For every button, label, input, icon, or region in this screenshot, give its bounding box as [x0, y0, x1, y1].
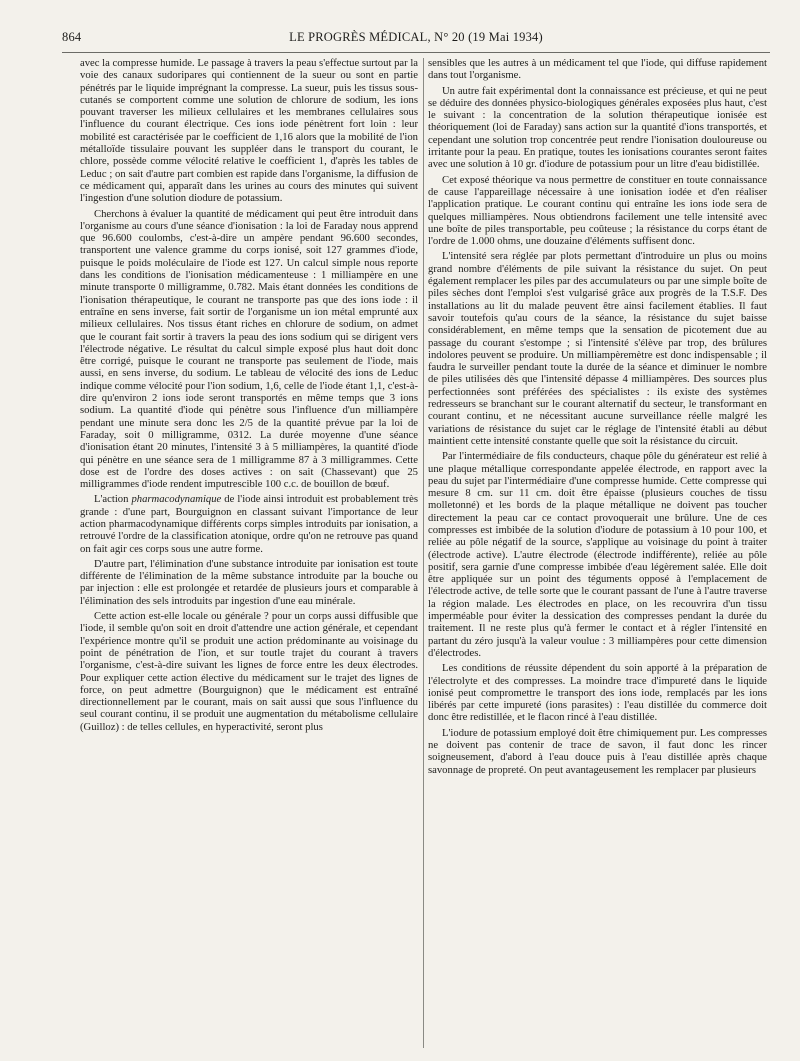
paragraph — [80, 494, 418, 555]
running-title: LE PROGRÈS MÉDICAL, N° 20 (19 Mai 1934) — [289, 30, 543, 44]
paragraph: Cette action est-elle locale ou générale ? pour un corps aussi diffusible que l'iode, il semble qu'on soit en droit d'attendre une action générale, et cependant l'expérience montre qu'il se produit une action prédominante au voisinage du point de pénétration de l'ion, et sur toutle trajet du courant à travers l'organisme, c'est-à-dire suivant les lignes de force entre les deux électrodes. Pour expliquer cette action élective du médicament sur le trajet des lignes de force, on peut admettre (Bourguignon) que le médicament est entraîné directionnellement par le courant, mais on sait aussi que sous l'influence du seul courant continu, il se produit une augmentation du métabolisme cellulaire (Guilloz) : de telles cellules, en hyperactivité, seront plus — [80, 611, 418, 733]
paragraph: Cet exposé théorique va nous permettre de constituer en toute connaissance de cause l'appareillage nécessaire à une ionisation iodée et d'en réaliser l'application pratique. Le courant continu qui entraîne les ions iode sera de quelques milliampères. Nous obtiendrons facilement une telle intensité avec une boîte de piles transportable, peu coûteuse ; la résistance du corps étant de l'ordre de 1.000 ohms, une douzaine d'éléments suffisent donc. — [428, 174, 767, 248]
left-column — [80, 58, 418, 1056]
right-column — [428, 58, 767, 1056]
paragraph: L'intensité sera réglée par plots permettant d'introduire un plus ou moins grand nombre d'éléments de pile suivant la résistance du sujet. On peut également remplacer les piles par des accumulateurs ou par une simple boîte de piles sèches dont l'emploi s'est vulgarisé grâce aux progrès de la T.S.F. Des installations au lit du malade peuvent être ainsi facilement établies. Il faut savoir toutefois qu'au cours de la séance, la résistance du sujet baisse considérablement, en même temps que la sensation de picotement due au passage du courant s'estompe ; si l'intensité s'élève par trop, des brûlures indolores peuvent se produire. Un milliampèremètre est donc indispensable ; il faudra le surveiller pendant toute la durée de la séance et diminuer le nombre de piles utilisées dès que l'intensité dépasse 4 milliampères. Des sources plus perfectionnées sont préférées des spécialistes : ils existe des systèmes redresseurs se branchant sur le courant alternatif du secteur, le transformant en courant continu, et ne nécessitant aucune surveillance réelle malgré les variations de résistance du sujet car le réglage de l'intensité établi au début maintient cette intensité constante quelle que soit la résistance du circuit. — [428, 251, 767, 447]
italic-term: pharmacodynamique — [131, 494, 222, 506]
paragraph: Les conditions de réussite dépendent du soin apporté à la préparation de l'électrolyte et des compresses. La moindre trace d'impureté dans le liquide ionisé peut compromettre le transport des ions iode, remplacés par les ions libérés par cette impureté (ions parasites) : l'eau distillée du commerce doit donc être redistillée, et le flacon rincé à l'eau distillée. — [428, 663, 767, 724]
page-number: 864 — [62, 30, 82, 44]
page-header — [62, 30, 770, 53]
paragraph: Par l'intermédiaire de fils conducteurs, chaque pôle du générateur est relié à une plaque métallique correspondante appelée électrode, en rapport avec la peau du sujet par l'intermédiaire d'une compresse humide. Cette compresse qui mesure 8 cm. sur 11 cm. doit être épaisse (plusieurs couches de tissu molletonné) et les bords de la plaque métallique ne doivent pas toucher directement la peau car ce contact provoquerait une brûlure. Une de ces compresses est imbibée de la solution d'iodure de potassium à 10 pour 100, et reliée au pôle négatif de la source, s'applique au voisinage du point à traiter (électrode active). L'autre électrode (électrode indifférente), reliée au pôle positif, sera garnie d'une compresse imbibée d'eau légèrement salée. Elle doit être appliquée sur un point des téguments opposé à l'emplacement de l'électrode active, de telle sorte que le courant passant de l'une à l'autre traverse la région malade. Les électrodes en place, on les recouvrira d'un tissu imperméable pour éviter la dessication des compresses pendant la durée du traitement. Il ne reste plus qu'à fermer le contact et à régler l'intensité en partant du zéro jusqu'à la valeur voulue : 3 milliampères pour cette dimension d'électrodes. — [428, 451, 767, 659]
paragraph: sensibles que les autres à un médicament tel que l'iode, qui diffuse rapidement dans tout l'organisme. — [428, 58, 767, 82]
text-run: L'action — [94, 494, 132, 506]
paragraph: D'autre part, l'élimination d'une substance introduite par ionisation est toute différente de l'élimination de la même substance introduite par la bouche ou par injection : elle est prolongée et retardée de plusieurs jours et comparable à l'élimination des sels introduits par ingestion d'une eau minérale. — [80, 558, 418, 607]
column-divider — [423, 58, 424, 1048]
paragraph: avec la compresse humide. Le passage à travers la peau s'effectue surtout par la voie des canaux sudoripares qui contiennent de la sueur ou sont en partie pénétrés par le liquide imprégnant la compresse. La sueur, puis les tissus sous-cutanés se comportent comme une solution de chlorure de sodium, les ions pouvant traverser les milieux cellulaires et les membranes cellulaires sous l'influence du courant électrique. Ces ions iode pénètrent fort loin : leur mobilité est caractérisée par le coefficient de 1,16 alors que la mobilité de l'ion métalloïde tissulaire pouvant les suppléer dans le transport du courant, le chlore, possède comme vélocité relative le coefficient 1, d'après les tables de Leduc ; on sait d'autre part combien est rapide dans l'organisme, la diffusion de ce médicament qui, apparaît dans les urines au cours des minutes qui suivent l'ingestion d'une solution diodure de potassium. — [80, 58, 418, 205]
paragraph: Un autre fait expérimental dont la connaissance est précieuse, et qui ne peut se déduire des données physico-biologiques générales exposées plus haut, c'est le suivant : la concentration de la solution thérapeutique ionisée est théoriquement (loi de Faraday) sans action sur la quantité d'ions transportés, et cependant une solution trop concentrée peut rendre l'ionisation douloureuse ou irritante pour la peau. En pratique, toutes les ionisations courantes seront faites avec une solution à 10 gr. d'iodure de potassium pour un litre d'eau bidistillée. — [428, 85, 767, 171]
text-run: de l'iode ainsi introduit est probablement très grande : d'une part, Bourguignon en classant suivant l'importance de leur action pharmacodynamique différents corps simples introduits par ionisation, a retrouvé l'ordre de la classification atonique, ordre qu'on ne retrouve pas quand on fait agir ces corps sous une autre forme. — [80, 494, 418, 555]
paragraph: L'iodure de potassium employé doit être chimiquement pur. Les compresses ne doivent pas contenir de trace de savon, il faut donc les rincer soigneusement, d'abord à l'eau douce puis à l'eau distillée après chaque savonnage de propreté. On peut avantageusement les remplacer par plusieurs — [428, 727, 767, 776]
paragraph: Cherchons à évaluer la quantité de médicament qui peut être introduit dans l'organisme au cours d'une séance d'ionisation : la loi de Faraday nous apprend que 96.600 coulombs, c'est-à-dire un ampère pendant 96.600 secondes, transportent une valence gramme du corps ionisé, soit 127 grammes d'iode, puisque le poids moléculaire de l'iode est 127. Un calcul simple nous reporte dans les conditions de l'ionisation médicamenteuse : 1 milliampère en une minute transporte 0 milligramme, 0.782. Mais étant données les conditions de l'ionisation thérapeutique, le courant ne transporte pas que des ions iode : il entraîne en sens inverse, fait sortir de l'organisme un ion métal emprunté aux milieux cellulaires. Nos tissus étant riches en chlorure de sodium, on admet que le courant fait sortir à travers la peau des ions sodium qui se dirigent vers l'électrode négative. Le résultat du calcul simple exposé plus haut doit donc être corrigé, puisque le courant ne transporte pas seulement de l'iode, mais aussi, en sens inverse, du sodium. Le tableau de vélocité des ions de Leduc indique comme vélocité pour l'ion sodium, 1,6, celle de l'iode étant 1,1, c'est-à-dire qu'environ 2 ions iode seront transportés en même temps que 3 ions sodium. La quantité d'iode qui pénètre sous l'influence d'un milliampère pendant une minute sera donc les 2/5 de la quantité prévue par la loi de Faraday, soit 0 milligramme, 0312. La durée moyenne d'une séance d'ionisation étant 20 minutes, l'intensité 3 à 5 milliampères, la quantité d'iode qui pénètre en une séance sera de 1 milligramme 87 à 3 milligrammes. Cette dose est de l'ordre des doses actives : on sait (Chassevant) que 25 milligrammes d'iode rendent imputrescible 100 c.c. de bouillon de bœuf. — [80, 208, 418, 491]
